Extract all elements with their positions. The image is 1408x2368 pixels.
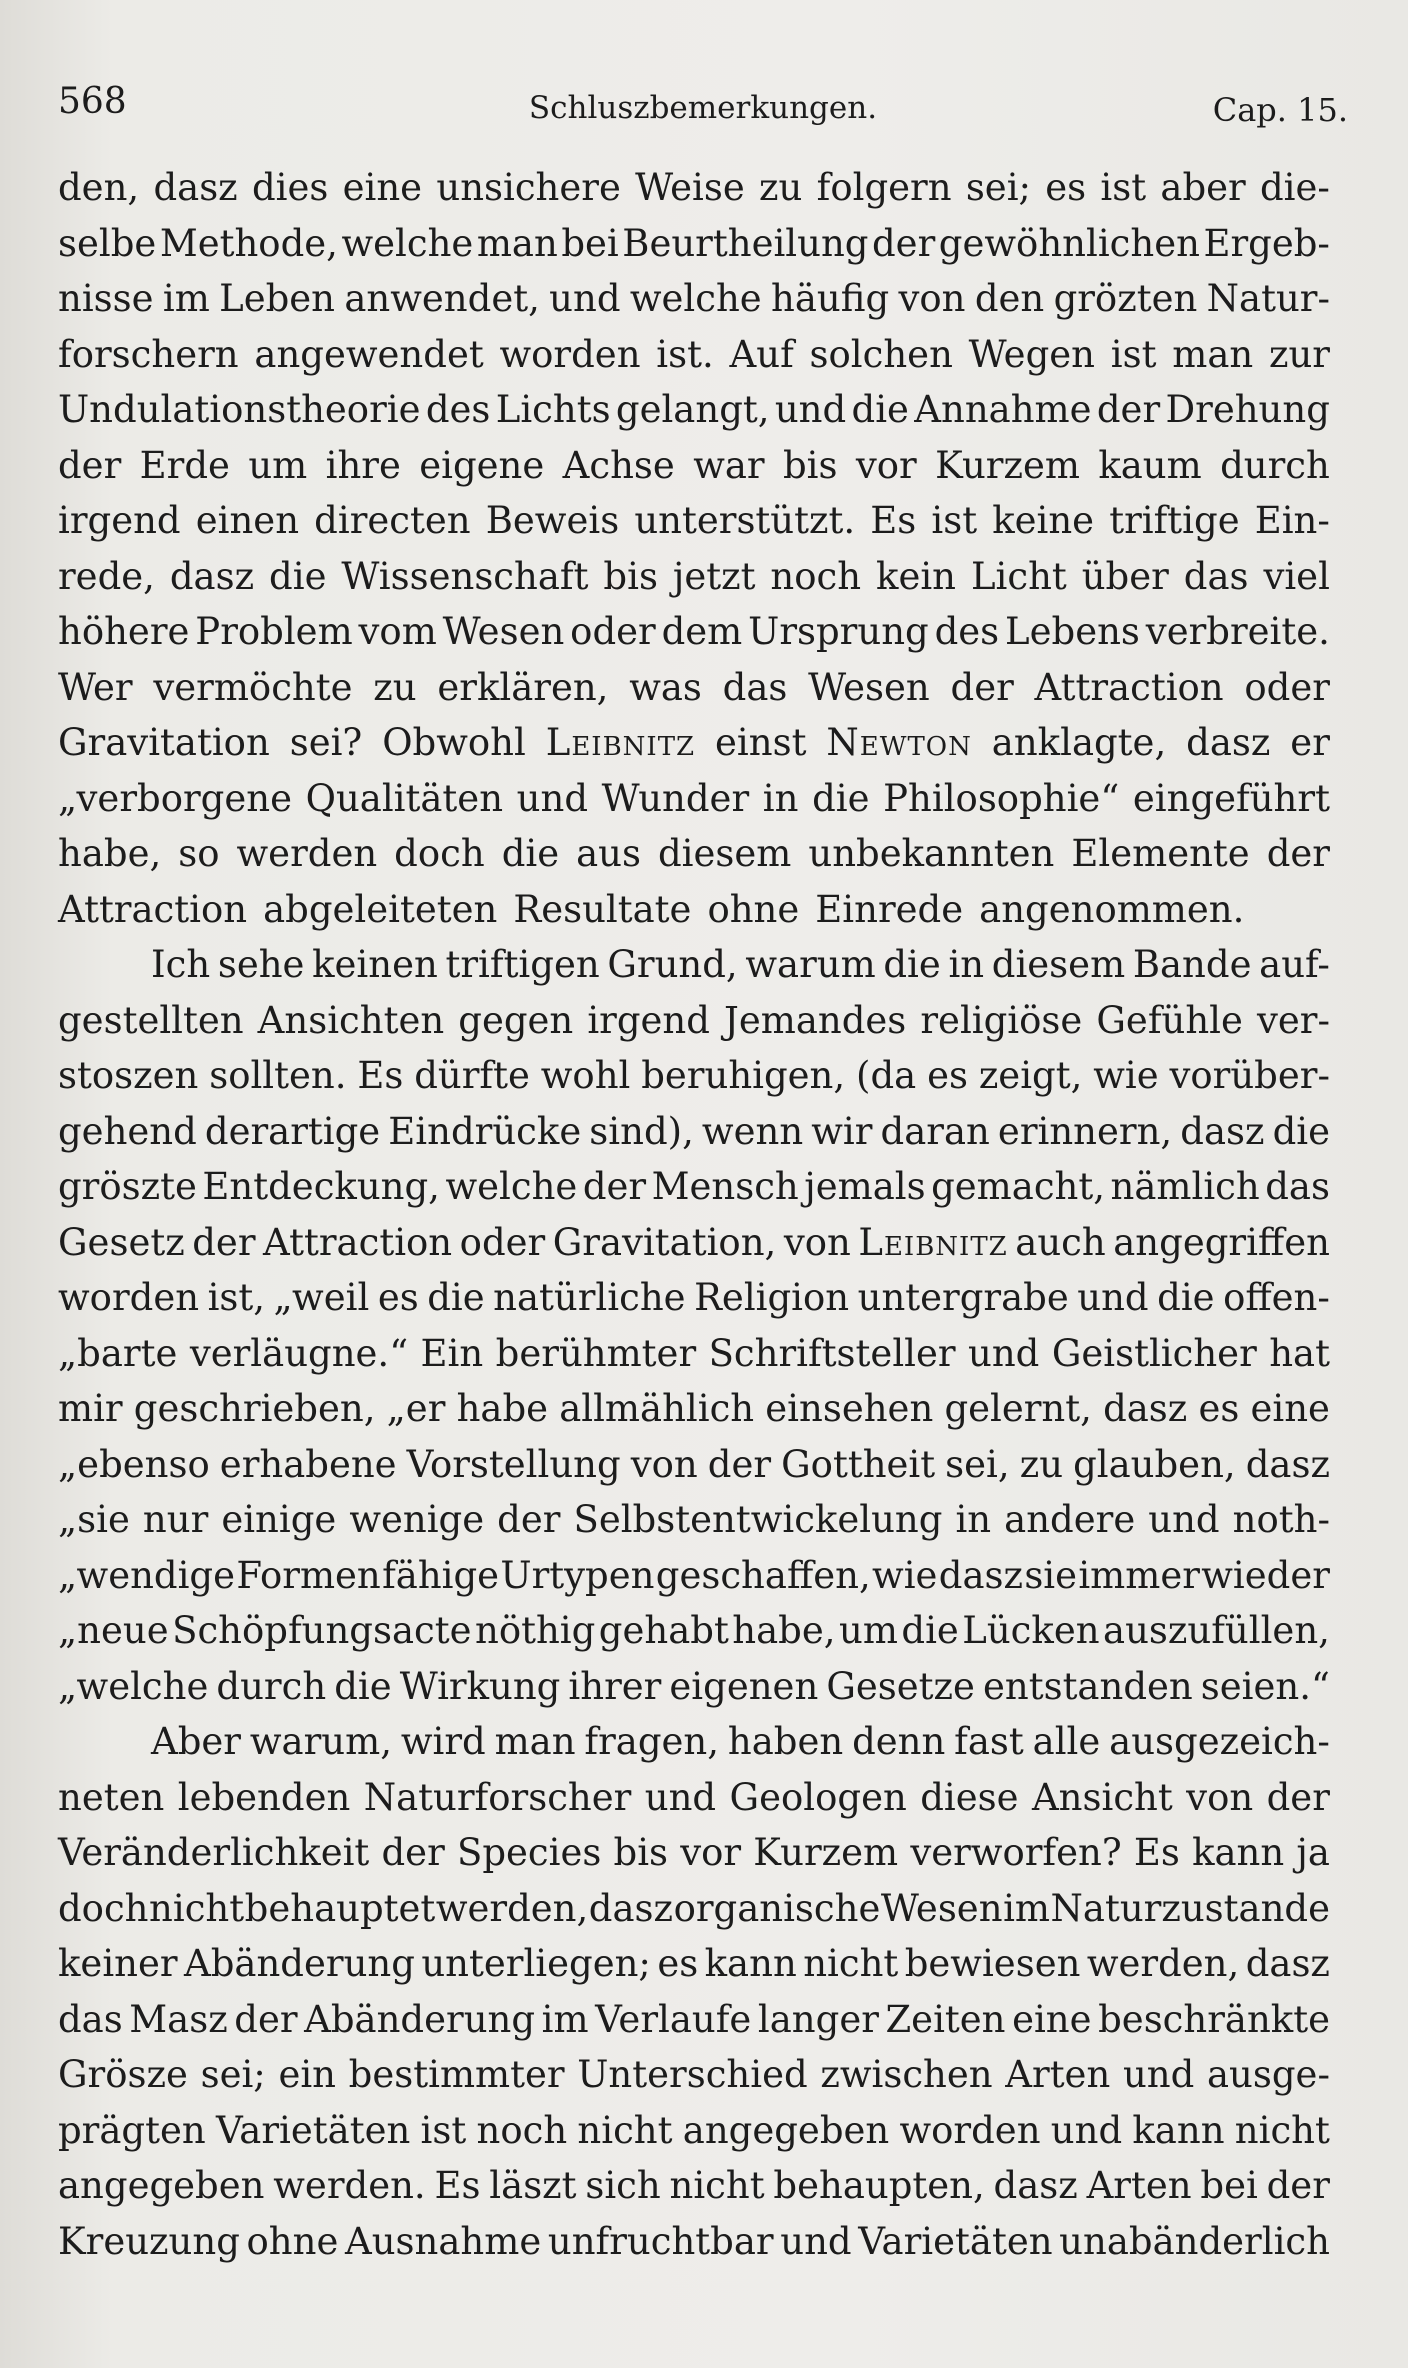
text-line: nisse im Leben anwendet, und welche häufig von den grözten Natur- — [58, 277, 1330, 320]
text-line: „welche durch die Wirkung ihrer eigenen Gesetze entstanden seien.“ — [58, 1664, 1330, 1708]
text-line: der Erde um ihre eigene Achse war bis vor Kurzem kaum durch — [58, 443, 1330, 487]
text-line: gestellten Ansichten gegen irgend Jemandes religiöse Gefühle ver- — [58, 998, 1330, 1042]
text-line: „verborgene Qualitäten und Wunder in die Philosophie“ eingeführt — [58, 776, 1330, 820]
text-line: keiner Abänderung unterliegen; es kann nicht bewiesen werden, dasz — [58, 1942, 1330, 1985]
text-line: „ebenso erhabene Vorstellung von der Gottheit sei, zu glauben, dasz — [58, 1442, 1330, 1486]
text-line: forschern angewendet worden ist. Auf solchen Wegen ist man zur — [58, 332, 1330, 376]
text-line: Gesetz der Attraction oder Gravitation, von Leibnitz auch angegriffen — [58, 1220, 1330, 1264]
text-line: „wendige Formen fähige Urtypen geschaffen, wie dasz sie immer wieder — [58, 1553, 1330, 1597]
text-line: rede, dasz die Wissenschaft bis jetzt noch kein Licht über das viel — [58, 554, 1330, 598]
page-header — [58, 72, 1348, 132]
chapter-label: Cap. 15. — [1212, 91, 1348, 129]
text-line: prägten Varietäten ist noch nicht angegeben worden und kann nicht — [58, 2108, 1330, 2152]
text-line: Undulationstheorie des Lichts gelangt, und die Annahme der Drehung — [58, 388, 1330, 431]
text-line: habe, so werden doch die aus diesem unbekannten Elemente der — [58, 832, 1330, 875]
text-line: Attraction abgeleiteten Resultate ohne Einrede angenommen. — [58, 887, 1245, 931]
text-line: „sie nur einige wenige der Selbstentwickelung in andere und noth- — [58, 1498, 1330, 1541]
text-line: den, dasz dies eine unsichere Weise zu folgern sei; es ist aber die- — [58, 166, 1330, 209]
text-line: doch nicht behauptet werden, dasz organische Wesen im Naturzustande — [58, 1886, 1330, 1930]
text-line: Aber warum, wird man fragen, haben denn fast alle ausgezeich- — [151, 1720, 1330, 1763]
text-line: neten lebenden Naturforscher und Geologen diese Ansicht von der — [58, 1775, 1330, 1819]
text-line: irgend einen directen Beweis unterstützt. Es ist keine triftige Ein- — [58, 499, 1330, 542]
text-line: Grösze sei; ein bestimmter Unterschied zwischen Arten und ausge- — [58, 2053, 1330, 2096]
text-line: gröszte Entdeckung, welche der Mensch jemals gemacht, nämlich das — [58, 1165, 1330, 1208]
text-line: höhere Problem vom Wesen oder dem Ursprung des Lebens verbreite. — [58, 610, 1330, 653]
text-line: „barte verläugne.“ Ein berühmter Schriftsteller und Geistlicher hat — [58, 1331, 1330, 1375]
text-line: das Masz der Abänderung im Verlaufe langer Zeiten eine beschränkte — [58, 1997, 1330, 2041]
page-number: 568 — [58, 81, 127, 122]
text-line: selbe Methode, welche man bei Beurtheilung der gewöhnlichen Ergeb- — [58, 221, 1330, 265]
text-line: angegeben werden. Es läszt sich nicht behaupten, dasz Arten bei der — [58, 2164, 1330, 2207]
text-line: Kreuzung ohne Ausnahme unfruchtbar und Varietäten unabänderlich — [58, 2219, 1330, 2263]
text-line: Veränderlichkeit der Species bis vor Kurzem verworfen? Es kann ja — [58, 1831, 1330, 1874]
text-line: Wer vermöchte zu erklären, was das Wesen der Attraction oder — [58, 665, 1330, 709]
text-line: Gravitation sei? Obwohl Leibnitz einst Newton anklagte, dasz er — [58, 721, 1330, 764]
text-line: mir geschrieben, „er habe allmählich einsehen gelernt, dasz es eine — [58, 1387, 1330, 1430]
text-line: „neue Schöpfungsacte nöthig gehabt habe, um die Lücken auszufüllen, — [58, 1609, 1330, 1652]
body-text — [58, 160, 1330, 2269]
text-line: worden ist, „weil es die natürliche Religion untergrabe und die offen- — [58, 1276, 1330, 1319]
running-title: Schluszbemerkungen. — [528, 90, 878, 126]
text-line: gehend derartige Eindrücke sind), wenn wir daran erinnern, dasz die — [58, 1109, 1330, 1153]
text-line: stoszen sollten. Es dürfte wohl beruhigen, (da es zeigt, wie vorüber- — [58, 1054, 1330, 1097]
text-line: Ich sehe keinen triftigen Grund, warum die in diesem Bande auf- — [151, 943, 1330, 986]
